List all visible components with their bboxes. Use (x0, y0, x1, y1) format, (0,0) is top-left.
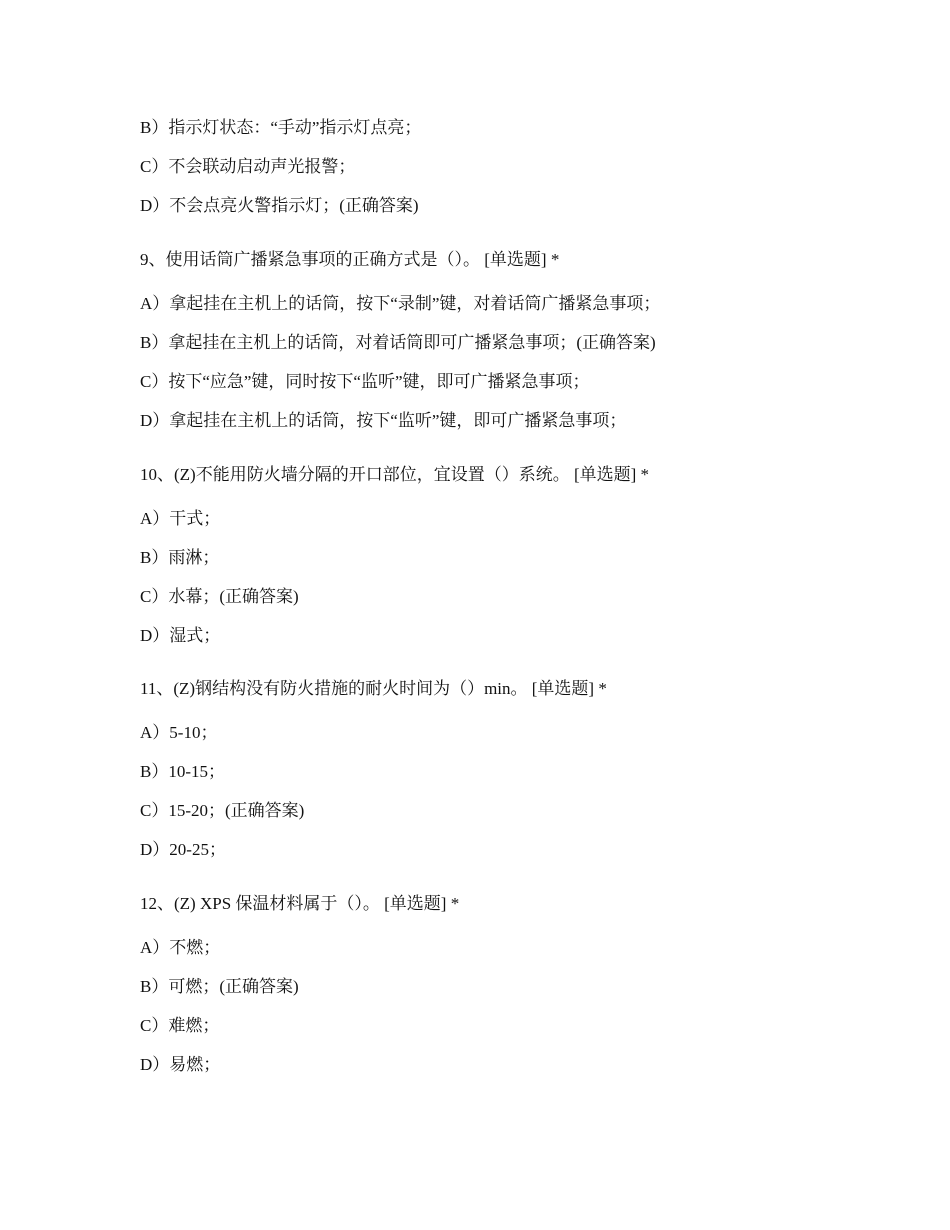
option-d-q11: D）20-25； (140, 840, 226, 859)
option-c-q11: C）15-20；(正确答案) (140, 801, 305, 820)
option-a-q9: A）拿起挂在主机上的话筒，按下“录制”键，对着话筒广播紧急事项； (140, 294, 661, 313)
question-10: 10、(Z)不能用防火墙分隔的开口部位，宜设置（）系统。 [单选题] * (140, 465, 650, 484)
option-a-q11: A）5-10； (140, 723, 218, 742)
question-11: 11、(Z)钢结构没有防火措施的耐火时间为（）min。 [单选题] * (140, 679, 607, 698)
option-d-q9: D）拿起挂在主机上的话筒，按下“监听”键，即可广播紧急事项； (140, 411, 627, 430)
option-d-q8: D）不会点亮火警指示灯；(正确答案) (140, 196, 419, 215)
option-a-q10: A）干式； (140, 509, 221, 528)
option-b-q10: B）雨淋； (140, 548, 220, 567)
option-b-q9: B）拿起挂在主机上的话筒，对着话筒即可广播紧急事项；(正确答案) (140, 333, 656, 352)
option-c-q10: C）水幕；(正确答案) (140, 587, 299, 606)
option-b-q11: B）10-15； (140, 762, 225, 781)
option-d-q10: D）湿式； (140, 626, 221, 645)
option-c-q12: C）难燃； (140, 1016, 220, 1035)
option-b-q8: B）指示灯状态：“手动”指示灯点亮； (140, 118, 422, 137)
option-b-q12: B）可燃；(正确答案) (140, 977, 299, 996)
option-c-q9: C）按下“应急”键，同时按下“监听”键，即可广播紧急事项； (140, 372, 590, 391)
option-a-q12: A）不燃； (140, 938, 221, 957)
question-12: 12、(Z) XPS 保温材料属于（）。 [单选题] * (140, 894, 460, 913)
question-9: 9、使用话筒广播紧急事项的正确方式是（）。 [单选题] * (140, 250, 560, 269)
option-d-q12: D）易燃； (140, 1055, 221, 1074)
option-c-q8: C）不会联动启动声光报警； (140, 157, 356, 176)
